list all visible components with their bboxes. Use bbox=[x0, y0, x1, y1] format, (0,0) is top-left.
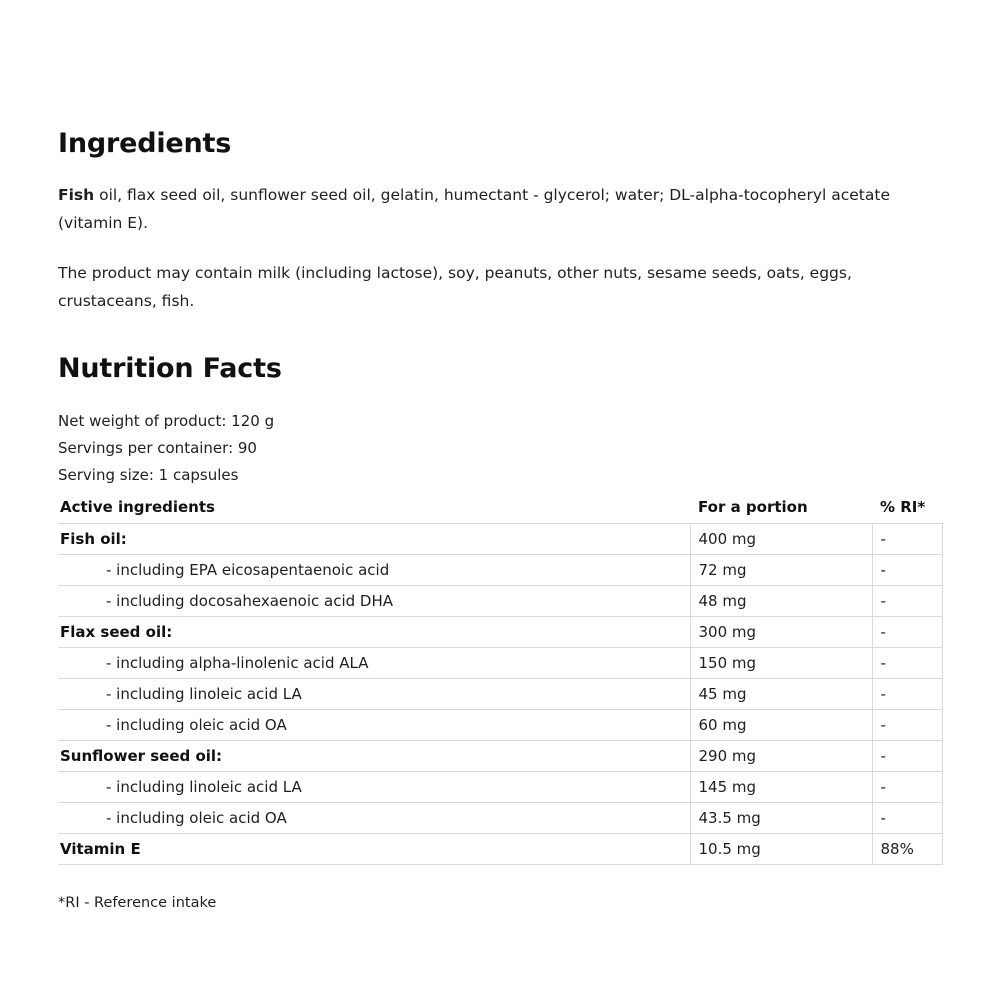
cell-portion-amount: 400 mg bbox=[690, 524, 872, 555]
ri-footnote: *RI - Reference intake bbox=[58, 895, 217, 911]
cell-ingredient-name: - including oleic acid OA bbox=[58, 710, 690, 741]
table-row bbox=[58, 524, 942, 555]
nutrition-table-header bbox=[58, 495, 942, 524]
cell-reference-intake: - bbox=[872, 586, 942, 617]
cell-portion-amount: 43.5 mg bbox=[690, 803, 872, 834]
table-row bbox=[58, 772, 942, 803]
table-row bbox=[58, 586, 942, 617]
cell-ingredient-name: - including linoleic acid LA bbox=[58, 772, 690, 803]
cell-ingredient-name: - including oleic acid OA bbox=[58, 803, 690, 834]
cell-ingredient-name: Flax seed oil: bbox=[58, 617, 690, 648]
nutrition-table-body bbox=[58, 524, 942, 865]
cell-reference-intake: - bbox=[872, 524, 942, 555]
cell-reference-intake: - bbox=[872, 555, 942, 586]
cell-portion-amount: 45 mg bbox=[690, 679, 872, 710]
cell-reference-intake: - bbox=[872, 679, 942, 710]
serving-info bbox=[58, 408, 942, 489]
ingredients-paragraph bbox=[58, 181, 942, 237]
cell-reference-intake: 88% bbox=[872, 834, 942, 865]
table-row bbox=[58, 741, 942, 772]
table-row bbox=[58, 834, 942, 865]
serving-size-line: Serving size: 1 capsules bbox=[58, 466, 239, 484]
ingredients-heading: Ingredients bbox=[58, 128, 232, 159]
column-header-portion: For a portion bbox=[698, 498, 808, 516]
cell-portion-amount: 48 mg bbox=[690, 586, 872, 617]
cell-reference-intake: - bbox=[872, 648, 942, 679]
table-row bbox=[58, 617, 942, 648]
table-row bbox=[58, 803, 942, 834]
nutrition-facts-heading: Nutrition Facts bbox=[58, 353, 282, 384]
table-header-row bbox=[58, 495, 942, 524]
table-row bbox=[58, 648, 942, 679]
cell-reference-intake: - bbox=[872, 741, 942, 772]
cell-ingredient-name: Sunflower seed oil: bbox=[58, 741, 690, 772]
cell-portion-amount: 300 mg bbox=[690, 617, 872, 648]
cell-portion-amount: 60 mg bbox=[690, 710, 872, 741]
cell-ingredient-name: - including alpha-linolenic acid ALA bbox=[58, 648, 690, 679]
cell-reference-intake: - bbox=[872, 710, 942, 741]
cell-ingredient-name: Vitamin E bbox=[58, 834, 690, 865]
cell-reference-intake: - bbox=[872, 617, 942, 648]
cell-ingredient-name: - including linoleic acid LA bbox=[58, 679, 690, 710]
net-weight-line: Net weight of product: 120 g bbox=[58, 412, 275, 430]
cell-portion-amount: 10.5 mg bbox=[690, 834, 872, 865]
column-header-ri: % RI* bbox=[880, 498, 926, 516]
table-row bbox=[58, 555, 942, 586]
cell-portion-amount: 290 mg bbox=[690, 741, 872, 772]
servings-per-container-line: Servings per container: 90 bbox=[58, 439, 257, 457]
cell-portion-amount: 150 mg bbox=[690, 648, 872, 679]
table-row bbox=[58, 679, 942, 710]
cell-reference-intake: - bbox=[872, 772, 942, 803]
cell-reference-intake: - bbox=[872, 803, 942, 834]
cell-ingredient-name: - including EPA eicosapentaenoic acid bbox=[58, 555, 690, 586]
cell-portion-amount: 145 mg bbox=[690, 772, 872, 803]
nutrition-table bbox=[58, 495, 943, 865]
ingredients-paragraph-text: oil, flax seed oil, sunflower seed oil, gelatin, humectant - glycerol; water; DL-alpha-tocopheryl acetate (vitamin E). bbox=[58, 186, 890, 232]
cell-portion-amount: 72 mg bbox=[690, 555, 872, 586]
cell-ingredient-name: - including docosahexaenoic acid DHA bbox=[58, 586, 690, 617]
allergen-paragraph: The product may contain milk (including lactose), soy, peanuts, other nuts, sesame seeds, oats, eggs, crustaceans, fish. bbox=[58, 264, 852, 310]
column-header-active-ingredients: Active ingredients bbox=[60, 498, 215, 516]
cell-ingredient-name: Fish oil: bbox=[58, 524, 690, 555]
ingredients-lead-word: Fish bbox=[58, 186, 95, 204]
table-row bbox=[58, 710, 942, 741]
